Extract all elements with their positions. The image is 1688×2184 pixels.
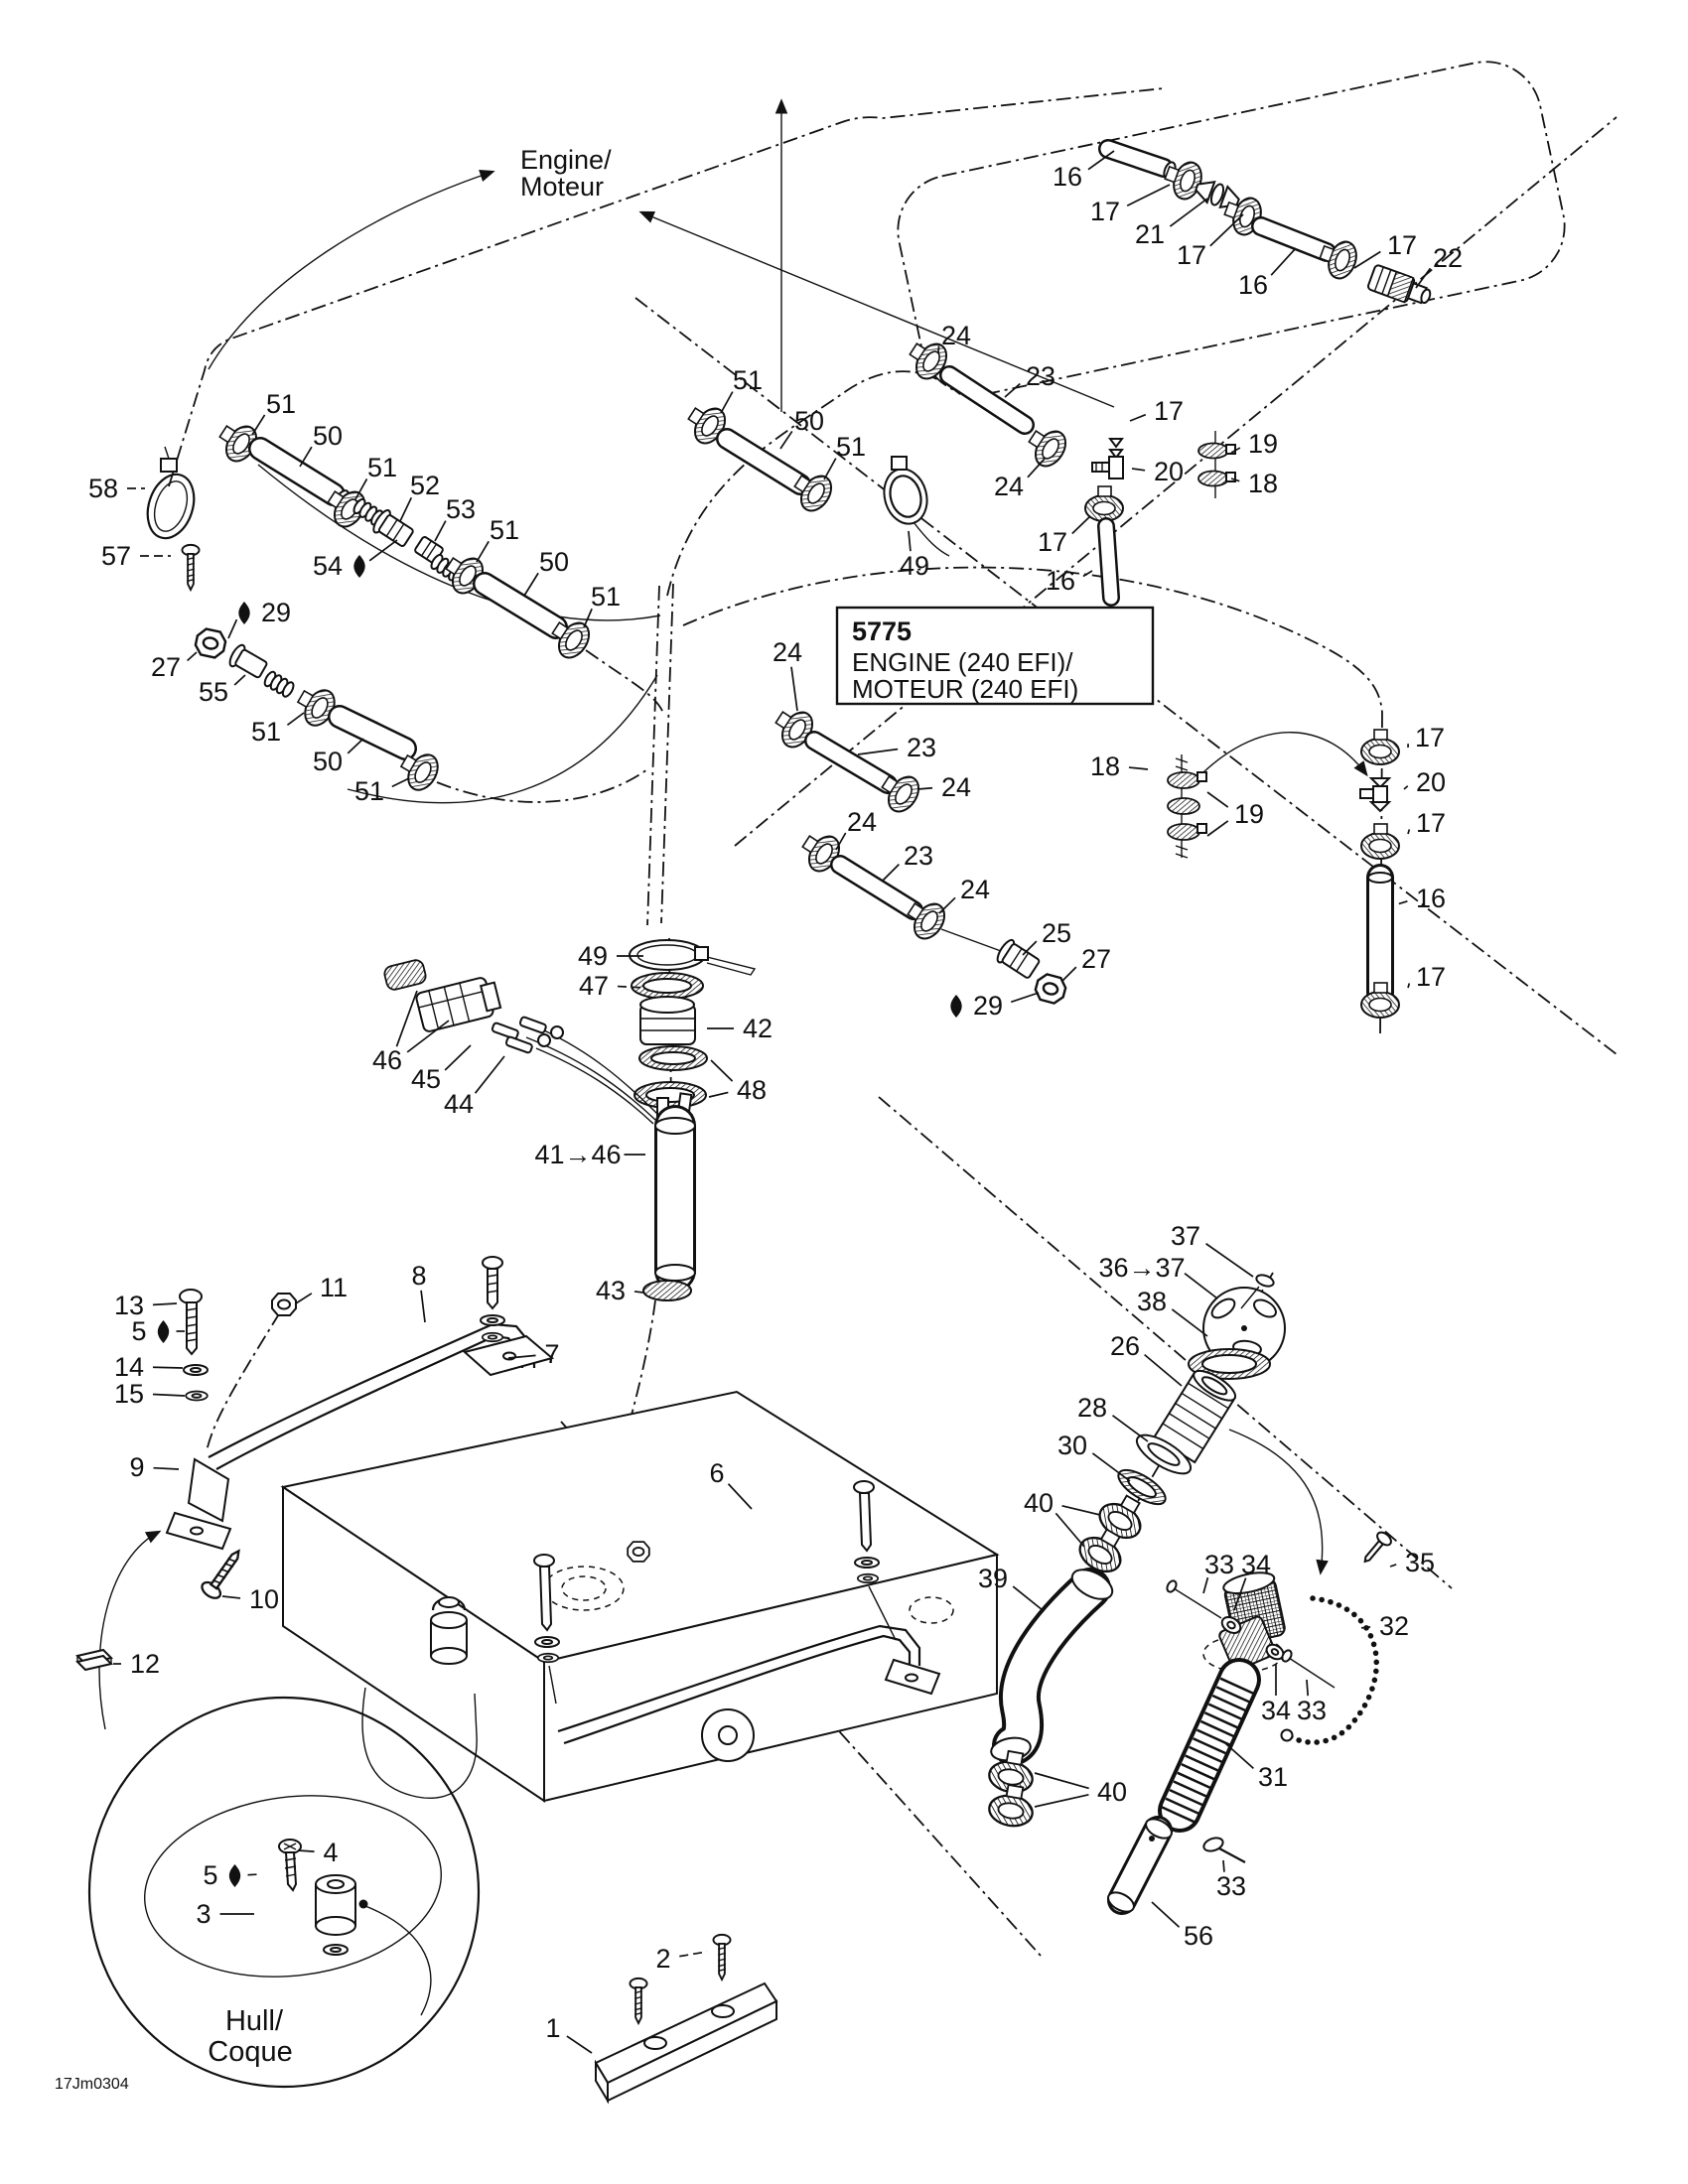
part-callout (545, 2013, 592, 2053)
part-callout (435, 494, 476, 541)
leader-line (1113, 1416, 1148, 1441)
tee-fitting (1092, 439, 1123, 478)
leader-line (917, 788, 932, 789)
leader-line (1394, 901, 1407, 905)
part-number: 1 (545, 2013, 561, 2043)
part-number: 12 (129, 1649, 161, 1679)
part-callout (707, 1014, 773, 1043)
part-number: 18 (1247, 469, 1279, 498)
part-number: 34 (1260, 1696, 1292, 1725)
leader-line (939, 897, 955, 913)
leader-line (476, 1056, 504, 1093)
leader-line (1035, 1795, 1088, 1807)
spacer (316, 1875, 355, 1955)
part-number: 51 (732, 365, 764, 395)
part-callout (534, 1140, 645, 1169)
part-callout (1152, 1902, 1213, 1951)
part-number: 14 (113, 1352, 145, 1382)
part-number: 8 (411, 1261, 427, 1291)
part-number: 7 (544, 1339, 560, 1369)
screw (1359, 1530, 1394, 1567)
leader-line (1129, 767, 1148, 769)
leader-line (1271, 248, 1296, 275)
part-number: 4 (323, 1838, 339, 1867)
part-callout (101, 541, 171, 571)
leader-line (1170, 199, 1207, 226)
part-number: 24 (940, 772, 972, 802)
leader-line (188, 652, 197, 660)
part-number: 28 (1076, 1393, 1108, 1423)
part-callout (709, 1060, 767, 1105)
part-callout (203, 1860, 260, 1890)
leader-line (153, 1395, 185, 1396)
part-callout (917, 772, 971, 802)
leader-line (1145, 1355, 1182, 1386)
part-callout (1137, 1287, 1207, 1336)
fluid-drop-icon (158, 1320, 169, 1343)
part-number: 18 (1089, 751, 1121, 781)
engine-variant-box (837, 608, 1153, 704)
part-callout (1038, 516, 1090, 557)
part-callout (228, 598, 291, 638)
part-number: 53 (445, 494, 477, 524)
quick-connect-fitting (1367, 264, 1434, 310)
part-callout (251, 713, 304, 747)
part-number: 25 (1041, 918, 1072, 948)
part-number: 11 (319, 1273, 349, 1302)
part-number: 17 (1037, 527, 1068, 557)
part-number: 51 (250, 717, 282, 747)
leader-line (1360, 1627, 1370, 1628)
part-number: 3 (196, 1899, 211, 1929)
fuel-filler-assembly (987, 1273, 1393, 1915)
leader-line (1013, 1586, 1043, 1610)
part-number: 31 (1257, 1762, 1289, 1792)
leader-line (1062, 967, 1076, 981)
part-number: 17 (1414, 723, 1446, 752)
part-callout (1408, 962, 1446, 992)
part-number: 33 (1203, 1550, 1235, 1579)
part-number: 10 (248, 1584, 280, 1614)
fluid-drop-icon (238, 602, 249, 624)
part-number: 5 (131, 1316, 147, 1346)
part-callout (938, 321, 971, 352)
leader-line (1390, 1565, 1396, 1567)
part-callout (300, 421, 343, 467)
part-callout (354, 776, 409, 806)
filler-hose (989, 1564, 1117, 1763)
leader-line (711, 1060, 733, 1081)
part-callout (578, 941, 643, 971)
bolt-stack (180, 1290, 208, 1401)
part-number: 37 (1170, 1221, 1201, 1251)
part-callout (824, 432, 866, 479)
part-callout (1090, 751, 1148, 781)
wiring-terminals (492, 1017, 659, 1124)
leader-line (709, 1092, 728, 1097)
leader-line (477, 541, 489, 562)
part-number: 19 (1247, 429, 1279, 459)
vent-tube (1105, 1815, 1175, 1915)
part-number: 20 (1153, 457, 1185, 486)
part-number: 50 (312, 421, 344, 451)
part-callout (1404, 767, 1446, 797)
part-number: 47 (578, 971, 610, 1001)
part-callout (1077, 1393, 1148, 1441)
part-number: 49 (899, 551, 930, 581)
part-number: 24 (940, 321, 972, 350)
engine-ref-label-line1: Engine/ (520, 145, 612, 175)
part-number: 50 (538, 547, 570, 577)
hull-label-line2: Coque (208, 2036, 293, 2068)
part-callout (131, 1316, 185, 1346)
leader-line (1152, 1902, 1180, 1927)
leader-line (1307, 1680, 1308, 1696)
part-number: 23 (906, 733, 937, 762)
fluid-drop-icon (950, 995, 961, 1018)
part-number: 49 (577, 941, 609, 971)
leader-line (1185, 1274, 1217, 1298)
part-callout (355, 453, 397, 499)
part-number: 46 (371, 1045, 403, 1075)
part-number: 16 (1237, 270, 1269, 300)
part-number: 13 (113, 1291, 145, 1320)
part-callout (773, 637, 802, 711)
leader-line (1028, 459, 1045, 478)
leader-line (298, 1850, 315, 1851)
support-plate (596, 1935, 776, 2101)
part-callout (596, 1276, 643, 1305)
part-number: 42 (742, 1014, 774, 1043)
part-number: 30 (1056, 1431, 1088, 1460)
hull-label-line1: Hull/ (224, 2005, 284, 2037)
part-number: 16 (1045, 566, 1076, 596)
leader-line (1127, 185, 1170, 205)
part-callout (1035, 1773, 1127, 1807)
barb-fitting (1360, 778, 1389, 811)
rubber-pad (77, 1650, 111, 1670)
leader-line (234, 675, 245, 685)
part-callout (411, 1261, 426, 1322)
hose-coupler (640, 997, 695, 1044)
part-callout (129, 1452, 179, 1482)
part-callout (1408, 808, 1446, 838)
part-number: 56 (1183, 1921, 1214, 1951)
part-callout (994, 459, 1045, 501)
part-callout (114, 1379, 185, 1409)
part-number: 51 (265, 389, 297, 419)
fuel-pickup-module (383, 940, 755, 1300)
part-callout (1062, 944, 1111, 981)
part-callout (882, 841, 933, 882)
part-callout (1225, 1743, 1288, 1792)
part-number: 52 (409, 471, 441, 500)
part-number: 17 (1176, 240, 1207, 270)
rivet (1202, 1836, 1245, 1862)
part-callout (1231, 469, 1278, 498)
leader-line (1132, 469, 1145, 471)
part-callout (400, 471, 440, 521)
hull-detail-view (89, 1698, 479, 2087)
fluid-drop-icon (353, 555, 364, 578)
part-number: 51 (366, 453, 398, 482)
part-number: 39 (977, 1564, 1009, 1593)
callout-layer (88, 151, 1463, 2053)
part-callout (1261, 1664, 1291, 1725)
part-callout (114, 1352, 183, 1382)
part-callout (780, 406, 824, 449)
part-number: 21 (1134, 219, 1166, 249)
part-number: 51 (590, 582, 622, 612)
cable-tie (140, 447, 202, 544)
part-number: 9 (129, 1452, 145, 1482)
part-number: 51 (489, 515, 520, 545)
part-number: 34 (1240, 1550, 1272, 1579)
fluid-drop-icon (229, 1864, 240, 1887)
part-callout (1046, 566, 1092, 596)
part-number: 51 (835, 432, 867, 462)
variant-engine-line: ENGINE (240 EFI)/ (852, 647, 1073, 677)
leader-line (791, 667, 797, 711)
leader-line (858, 750, 898, 754)
leader-line (1203, 1577, 1207, 1593)
part-number: 54 (312, 551, 344, 581)
part-number: 17 (1415, 962, 1447, 992)
leader-line (421, 1291, 425, 1322)
leader-line (882, 865, 899, 882)
leader-line (584, 609, 592, 627)
part-callout (939, 875, 990, 913)
part-number: 29 (260, 598, 292, 627)
part-callout (411, 1045, 471, 1094)
leader-line (524, 573, 538, 596)
part-number: 6 (709, 1458, 725, 1488)
part-callout (222, 1584, 279, 1614)
part-callout (1416, 243, 1463, 288)
leader-line (396, 991, 417, 1046)
clamp-support (1168, 754, 1206, 858)
part-callout (1297, 1680, 1327, 1725)
leader-line (938, 345, 939, 352)
part-callout (950, 991, 1039, 1021)
leader-line (1055, 1513, 1084, 1547)
part-number: 36→37 (1098, 1253, 1186, 1283)
part-callout (444, 1056, 504, 1119)
part-callout (296, 1273, 348, 1303)
part-number: 17 (1386, 230, 1418, 260)
part-callout (1057, 1431, 1130, 1481)
leader-line (1404, 786, 1408, 789)
leader-line (1206, 1244, 1253, 1277)
part-callout (1408, 723, 1445, 752)
connector-cap (383, 959, 428, 992)
part-number: 41→46 (534, 1140, 622, 1169)
part-number: 24 (846, 807, 878, 837)
part-number: 33 (1296, 1696, 1328, 1725)
part-callout (1005, 361, 1055, 397)
leader-line (1035, 1773, 1089, 1788)
cable-tie (630, 940, 755, 975)
leader-line (1207, 792, 1228, 807)
clamp-support (1198, 431, 1235, 498)
leader-line (1408, 829, 1409, 834)
part-number: 27 (150, 652, 182, 682)
part-number: 16 (1415, 884, 1447, 913)
part-number: 17 (1153, 396, 1185, 426)
part-callout (721, 365, 763, 413)
part-callout (858, 733, 936, 762)
variant-model-number: 5775 (852, 616, 913, 646)
drawing-code: 17Jm0304 (55, 2076, 129, 2093)
part-callout (1130, 396, 1184, 426)
leader-line (824, 459, 836, 479)
part-callout (1390, 1548, 1435, 1577)
part-number: 48 (736, 1075, 768, 1105)
engine-ref-label-line2: Moteur (520, 172, 605, 202)
part-number: 40 (1023, 1488, 1055, 1518)
part-callout (1110, 1331, 1182, 1386)
part-callout (1207, 792, 1264, 836)
leader-line (567, 2036, 592, 2053)
part-callout (524, 547, 569, 596)
part-number: 27 (1080, 944, 1112, 974)
leader-line (287, 713, 304, 725)
part-number: 55 (198, 677, 229, 707)
part-number: 2 (655, 1944, 671, 1974)
leader-line (1072, 516, 1090, 534)
leader-line (1172, 1309, 1207, 1336)
leader-line (909, 531, 911, 551)
part-callout (313, 739, 363, 776)
leader-line (1225, 1743, 1253, 1768)
leader-line (634, 1292, 643, 1293)
part-callout (113, 1649, 160, 1679)
inline-fitting (227, 643, 269, 681)
part-number: 24 (993, 472, 1025, 501)
leader-line (153, 1367, 183, 1368)
part-callout (1053, 151, 1114, 192)
part-callout (1238, 248, 1296, 300)
part-number: 50 (312, 747, 344, 776)
variant-motor-line: MOTEUR (240 EFI) (852, 674, 1079, 704)
part-callout (313, 540, 397, 581)
part-callout (151, 652, 197, 682)
leader-line (296, 1294, 312, 1303)
part-callout (1231, 429, 1278, 459)
connector-housing (415, 975, 501, 1032)
leader-line (435, 521, 446, 541)
part-callout (655, 1944, 707, 1974)
leader-line (247, 1874, 260, 1875)
part-number: 23 (903, 841, 934, 871)
fuel-tank (283, 1392, 997, 1801)
leader-line (392, 778, 409, 786)
leader-line (1207, 821, 1228, 836)
hull-screw (279, 1840, 301, 1890)
part-number: 57 (100, 541, 132, 571)
part-number: 24 (772, 637, 803, 667)
leader-line (228, 619, 236, 638)
part-callout (88, 474, 145, 503)
leader-line (252, 415, 265, 435)
part-number: 15 (113, 1379, 145, 1409)
part-number: 51 (353, 776, 385, 806)
leader-line (1408, 983, 1409, 988)
part-number: 35 (1404, 1548, 1436, 1577)
leader-line (153, 1303, 177, 1304)
part-number: 17 (1415, 808, 1447, 838)
part-number: 29 (972, 991, 1004, 1021)
leader-line (445, 1045, 471, 1070)
part-number: 16 (1052, 162, 1083, 192)
part-number: 32 (1378, 1611, 1410, 1641)
part-number: 50 (793, 406, 825, 436)
leader-line (153, 1468, 179, 1469)
part-number: 45 (410, 1064, 442, 1094)
leader-line (222, 1596, 240, 1598)
part-callout (1354, 230, 1417, 268)
leader-line (1130, 415, 1146, 421)
part-number: 20 (1415, 767, 1447, 797)
leader-line (400, 497, 411, 521)
part-number: 22 (1432, 243, 1464, 273)
leader-line (721, 392, 733, 413)
part-callout (1216, 1860, 1246, 1901)
leader-line (348, 739, 363, 753)
leader-line (1416, 268, 1430, 288)
part-number: 24 (959, 875, 991, 904)
part-number: 5 (203, 1860, 218, 1890)
part-callout (252, 389, 296, 435)
part-number: 33 (1215, 1871, 1247, 1901)
part-callout (836, 807, 877, 850)
part-number: 23 (1025, 361, 1056, 391)
leader-line (1062, 1506, 1100, 1515)
part-callout (477, 515, 519, 562)
part-callout (196, 1899, 254, 1929)
leader-line (1223, 1860, 1224, 1872)
part-callout (1023, 918, 1071, 955)
part-callout (1132, 457, 1184, 486)
part-number: 38 (1136, 1287, 1168, 1316)
part-number: 17 (1089, 197, 1121, 226)
leader-line (679, 1952, 707, 1957)
part-callout (298, 1838, 339, 1867)
leader-line (1011, 993, 1039, 1002)
leader-line (1092, 1453, 1130, 1481)
part-number: 26 (1109, 1331, 1141, 1361)
part-callout (900, 531, 929, 581)
part-number: 58 (87, 474, 119, 503)
part-number: 43 (595, 1276, 627, 1305)
part-number: 44 (443, 1089, 475, 1119)
part-number: 19 (1233, 799, 1265, 829)
part-number: 40 (1096, 1777, 1128, 1807)
cable-tie (878, 457, 949, 556)
part-callout (199, 675, 245, 707)
